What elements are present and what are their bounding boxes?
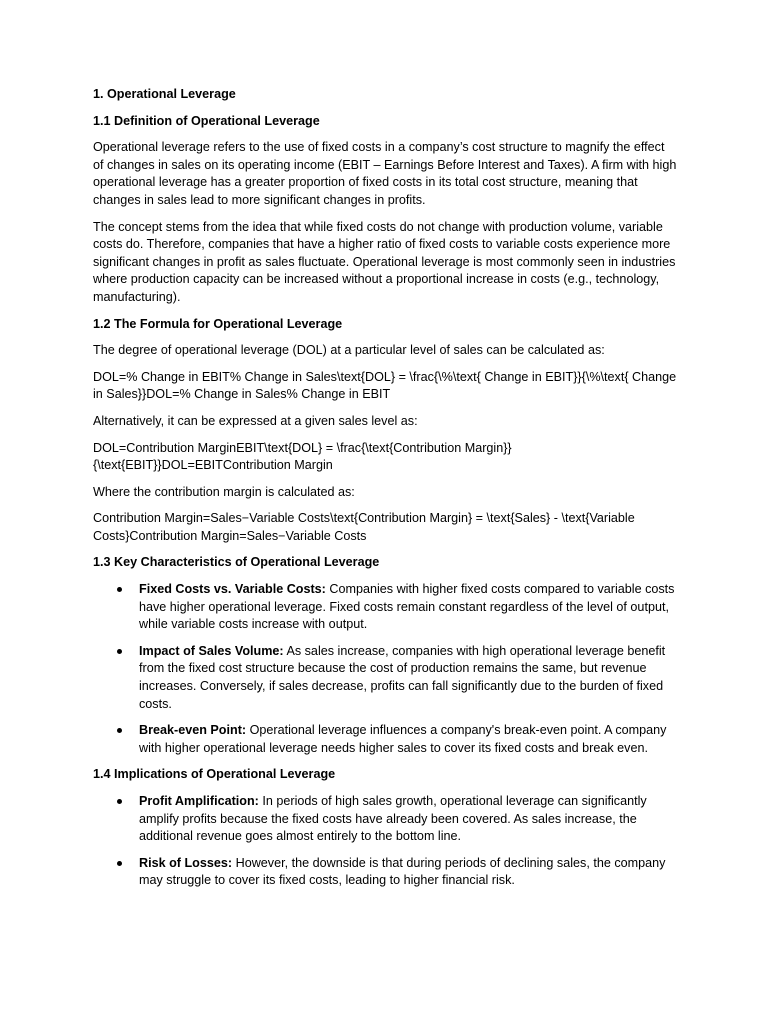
section-heading-definition: 1.1 Definition of Operational Leverage	[93, 113, 320, 128]
section-heading-characteristics: 1.3 Key Characteristics of Operational Leverage	[93, 555, 380, 570]
section-heading-implications: 1.4 Implications of Operational Leverage	[93, 767, 336, 782]
list-item-term: Profit Amplification:	[139, 794, 259, 808]
characteristics-list	[93, 581, 678, 757]
list-item	[139, 581, 678, 634]
paragraph: Where the contribution margin is calculated as:	[93, 484, 355, 499]
list-item-text: However, the downside is that during periods of declining sales, the company may struggle to cover its fixed costs, leading to higher financial risk.	[139, 855, 666, 888]
list-item-text: Operational leverage influences a company's break-even point. A company with higher operational leverage needs higher sales to cover its fixed costs and break even.	[139, 723, 667, 755]
document-title: 1. Operational Leverage	[93, 87, 236, 101]
section-heading-formula: 1.2 The Formula for Operational Leverage	[93, 316, 343, 331]
list-item	[139, 722, 678, 757]
list-item-text: Companies with higher fixed costs compared to variable costs have higher operational leverage. Fixed costs remain constant regardless of the level of output, while variable costs increase with output.	[139, 582, 675, 632]
list-item	[139, 793, 678, 846]
list-item-text: As sales increase, companies with high operational leverage benefit from the fixed cost structure because the cost of production remains the same, but revenue increases. Conversely, if sales decrease, profits can fall significantly due to the burden of fixed costs.	[139, 643, 666, 711]
implications-list	[93, 793, 678, 890]
list-item-term: Fixed Costs vs. Variable Costs:	[139, 582, 326, 597]
paragraph: Alternatively, it can be expressed at a given sales level as:	[93, 413, 418, 428]
list-item-term: Risk of Losses:	[139, 855, 233, 870]
formula-dol-contribution: DOL=Contribution MarginEBIT\text{DOL} = \frac{\text{Contribution Margin}}{\text{EBIT}}DOL=EBITContribution Margin	[93, 440, 512, 473]
list-item	[139, 643, 678, 713]
paragraph: The concept stems from the idea that while fixed costs do not change with production volume, variable costs do. Therefore, companies that have a higher ratio of fixed costs to variable costs experience more significant changes in profit as sales fluctuate. Operational leverage is most commonly seen in industries where production capacity can be increased without a proportional increase in costs (e.g., technology, manufacturing).	[93, 219, 676, 304]
paragraph: The degree of operational leverage (DOL) at a particular level of sales can be calculated as:	[93, 343, 605, 358]
formula-dol-change: DOL=% Change in EBIT% Change in Sales\text{DOL} = \frac{\%\text{ Change in EBIT}}{\%\text{ Change in Sales}}DOL=% Change in Sales% Change in EBIT	[93, 369, 677, 402]
formula-contribution-margin: Contribution Margin=Sales−Variable Costs\text{Contribution Margin} = \text{Sales} - \text{Variable Costs}Contribution Margin=Sales−Variable Costs	[93, 511, 635, 543]
list-item-term: Impact of Sales Volume:	[139, 643, 284, 658]
list-item-text: In periods of high sales growth, operational leverage can significantly amplify profits because the fixed costs have already been covered. As sales increase, the additional revenue goes almost entirely to the bottom line.	[139, 794, 647, 844]
list-item	[139, 855, 678, 890]
paragraph: Operational leverage refers to the use of fixed costs in a company’s cost structure to magnify the effect of changes in sales on its operating income (EBIT – Earnings Before Interest and Taxes). A firm with high operational leverage has a greater proportion of fixed costs in its total cost structure, meaning that changes in sales lead to more significant changes in profits.	[93, 140, 677, 207]
list-item-term: Break-even Point:	[139, 723, 247, 738]
